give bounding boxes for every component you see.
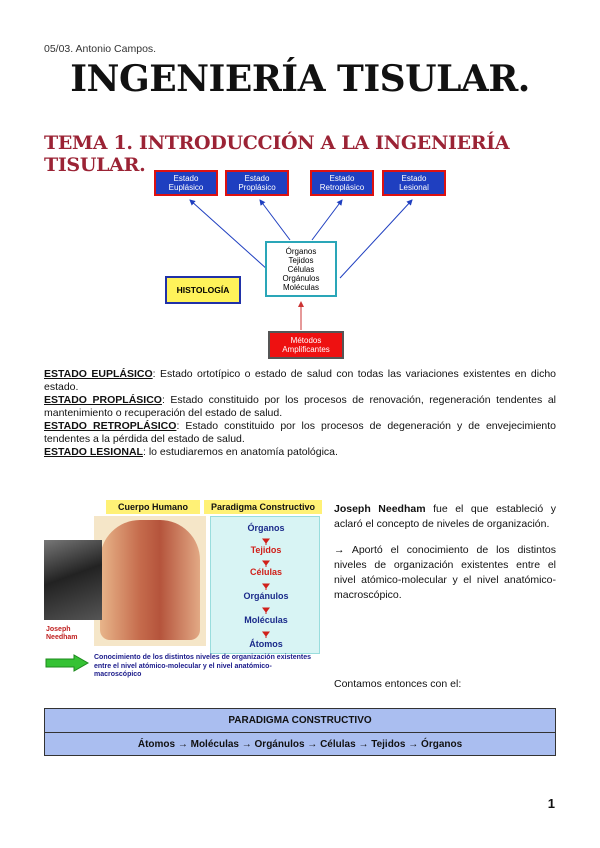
metodos-line2: Amplificantes	[282, 345, 330, 354]
estado-euplasico-box	[154, 170, 218, 196]
paradigm-sequence: Átomos → Moléculas → Orgánulos → Células → Tejidos → Órganos	[45, 732, 555, 755]
definition-text: : Estado constituido por los procesos de degeneración y de envejecimiento tendentes a la pérdida del estado de salud.	[44, 420, 557, 445]
header-author-date: 05/03. Antonio Campos.	[44, 43, 157, 55]
needham-figure	[44, 500, 322, 692]
histologia-box: HISTOLOGÍA	[165, 276, 241, 304]
arrow-to-lesional	[340, 200, 412, 278]
page-title: INGENIERÍA TISULAR.	[70, 58, 530, 100]
needham-paragraph-1	[334, 502, 556, 532]
up-arrow-icon	[263, 561, 269, 567]
level-label: Tejidos	[250, 545, 282, 555]
definition-item	[44, 420, 556, 446]
needham-p1-text: fue el que estableció y aclaró el concepto de niveles de organización.	[334, 503, 557, 530]
definition-term: ESTADO LESIONAL	[44, 446, 143, 458]
definition-item	[44, 446, 556, 459]
estado-proplasico-box	[225, 170, 289, 196]
definition-text: : lo estudiaremos en anatomía patológica.	[142, 446, 338, 458]
estado-proplasico-line2: Proplásico	[238, 183, 276, 192]
definition-text: : Estado ortotípico o estado de salud con todas las variaciones existentes en dicho estado.	[44, 368, 556, 393]
definition-text: : Estado constituido por los procesos de renovación, regeneración tendentes al mantenimiento o recuperación del estado de salud.	[44, 394, 556, 419]
figure-note: Conocimiento de los distintos niveles de organización existentes entre el nivel atómico-molecular y el nivel anatómico-macroscópico	[94, 654, 312, 678]
up-arrow-icon	[263, 539, 269, 545]
definitions	[44, 368, 556, 459]
level-label: Células	[249, 567, 282, 577]
up-arrow-icon	[263, 608, 269, 614]
estado-retroplasico-line1: Estado	[329, 174, 355, 183]
definition-item	[44, 394, 556, 420]
center-level: Orgánulos	[282, 273, 320, 283]
estado-lesional-box	[382, 170, 446, 196]
level-arrows	[211, 517, 321, 655]
level-label: Órganos	[247, 523, 285, 533]
needham-paragraph-2: → Aportó el conocimiento de los distintos niveles de organización existentes entre el nivel atómico-molecular y el nivel anatómico-macroscópico.	[334, 544, 556, 601]
label-paradigma-constructivo: Paradigma Constructivo	[204, 500, 322, 514]
definition-term: ESTADO EUPLÁSICO	[44, 368, 153, 380]
estado-euplasico-line1: Estado	[173, 174, 199, 183]
paradigm-header: PARADIGMA CONSTRUCTIVO	[45, 709, 555, 732]
definition-item	[44, 368, 556, 394]
contamos-text: Contamos entonces con el:	[334, 678, 462, 690]
label-cuerpo-humano: Cuerpo Humano	[106, 500, 200, 514]
needham-description	[334, 502, 556, 614]
definition-term: ESTADO RETROPLÁSICO	[44, 420, 177, 432]
needham-photo-caption	[46, 626, 78, 642]
center-level: Tejidos	[288, 255, 314, 265]
arrow-to-retroplasico	[312, 200, 342, 240]
estado-euplasico-line2: Euplásico	[168, 183, 204, 192]
arrow-to-proplasico	[260, 200, 290, 240]
level-label: Átomos	[249, 639, 283, 649]
page-number: 1	[547, 796, 555, 811]
needham-photo	[44, 540, 102, 620]
center-level: Células	[287, 264, 315, 274]
metodos-line1: Métodos	[290, 336, 322, 345]
center-level: Moléculas	[282, 282, 319, 292]
paradigm-table	[44, 708, 556, 756]
levels-panel	[210, 516, 320, 654]
center-level: Órganos	[285, 246, 317, 256]
anatomy-illustration	[100, 520, 200, 640]
levels-diagram	[150, 168, 450, 364]
up-arrow-icon	[263, 584, 269, 590]
caption-first-name: Joseph	[46, 626, 71, 633]
level-label: Moléculas	[244, 615, 288, 625]
green-arrow-icon	[44, 654, 90, 672]
needham-name: Joseph Needham	[334, 503, 426, 515]
definition-term: ESTADO PROPLÁSICO	[44, 394, 162, 406]
level-label: Orgánulos	[243, 591, 289, 601]
estado-proplasico-line1: Estado	[244, 174, 270, 183]
estado-lesional-line2: Lesional	[399, 183, 429, 192]
metodos-box	[268, 331, 344, 359]
up-arrow-icon	[263, 632, 269, 638]
levels-center-box	[265, 241, 337, 297]
estado-lesional-line1: Estado	[401, 174, 427, 183]
estado-retroplasico-box	[310, 170, 374, 196]
caption-last-name: Needham	[46, 634, 78, 641]
section-title: TEMA 1. INTRODUCCIÓN A LA INGENIERÍA TISULAR.	[44, 132, 510, 176]
estado-retroplasico-line2: Retroplásico	[319, 183, 365, 192]
arrow-to-euplasico	[190, 200, 268, 270]
